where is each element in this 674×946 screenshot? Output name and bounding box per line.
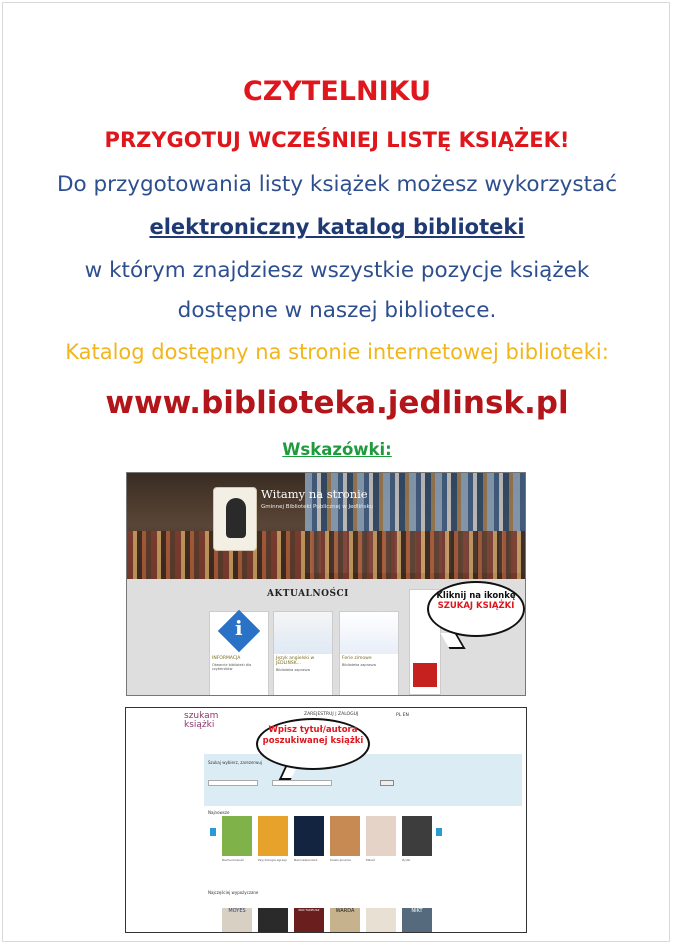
search-panel [204, 754, 522, 806]
book-title: Miłość [366, 858, 376, 862]
book-title: Kolekcjonerka [330, 858, 351, 862]
callout-line: Kliknij na ikonkę [436, 591, 516, 601]
library-homepage-screenshot [126, 472, 526, 696]
news-card-image [274, 612, 332, 654]
logo-line: książki [184, 720, 215, 730]
text-line-3: dostępne w naszej bibliotece. [177, 298, 497, 323]
library-url[interactable]: www.biblioteka.jedlinsk.pl [105, 385, 569, 421]
banner-title: Witamy na stronie [261, 487, 368, 501]
catalog-search-screenshot [125, 707, 527, 933]
catalog-availability-text: Katalog dostępny na stronie internetowej biblioteki: [65, 340, 609, 364]
news-card-image [340, 612, 398, 654]
news-card[interactable] [273, 611, 333, 696]
logo-line: szukam [184, 711, 219, 721]
news-card-title: Język angielski w JEDLIŃSK... [276, 656, 315, 666]
book-cover[interactable] [402, 816, 432, 856]
text-line-2: w którym znajdziesz wszystkie pozycje książek [84, 258, 590, 283]
bookshelf-image-lower [127, 531, 525, 579]
callout-highlight: SZUKAJ KSIĄŻKI [437, 601, 515, 611]
section-newest: Najnowsze [208, 810, 230, 815]
book-title: Żydzi [402, 858, 411, 862]
book-cover[interactable]: MOYES [222, 908, 252, 932]
search-input[interactable] [208, 780, 258, 786]
news-card[interactable] [339, 611, 399, 696]
book-cover[interactable] [258, 908, 288, 932]
book-cover[interactable] [366, 816, 396, 856]
book-cover[interactable] [222, 816, 252, 856]
search-label: Szukaj wybierz, zarezerwuj [208, 760, 262, 765]
library-logo [213, 487, 257, 551]
news-card-title: Ferie zimowe [342, 656, 372, 661]
search-books-icon[interactable] [413, 663, 437, 687]
book-cover[interactable] [294, 816, 324, 856]
book-cover[interactable]: NIKT [402, 908, 432, 932]
callout-text [427, 591, 525, 611]
text-line-1: Do przygotowania listy książek możesz wykorzystać [56, 172, 618, 197]
carousel-next-icon[interactable] [436, 828, 442, 836]
news-heading: AKTUALNOŚCI [267, 589, 349, 599]
catalog-link[interactable]: elektroniczny katalog biblioteki [149, 215, 525, 239]
news-card-text: Otwarcie biblioteki dla czytelników [212, 663, 252, 671]
book-title: Rachunkowość [222, 858, 245, 862]
author-input[interactable] [272, 780, 332, 786]
search-button[interactable] [380, 780, 394, 786]
section-most-borrowed: Najczęściej wypożyczane [208, 890, 259, 895]
heading-prepare-list: PRZYGOTUJ WCZEŚNIEJ LISTĘ KSIĄŻEK! [104, 128, 570, 152]
news-card-title: INFORMACJA [212, 656, 241, 661]
info-icon [210, 612, 268, 654]
carousel-prev-icon[interactable] [210, 828, 216, 836]
banner-subtitle: Gminnej Biblioteki Publicznej w Jedlińsku [261, 504, 373, 510]
book-cover[interactable] [258, 816, 288, 856]
book-cover[interactable]: PAN TADEUSZ [294, 908, 324, 932]
top-nav[interactable]: ZAREJESTRUJ | ZALOGUJ [304, 712, 359, 717]
callout-text: Wpisz tytuł/autora poszukiwanej książki [262, 725, 364, 746]
news-card-text: Biblioteka zaprasza [276, 668, 311, 672]
book-cover[interactable] [330, 816, 360, 856]
news-card[interactable] [209, 611, 269, 696]
book-cover[interactable]: WARDA [330, 908, 360, 932]
news-card-text: Biblioteka zaprasza [342, 663, 377, 667]
language-switch[interactable]: PL EN [396, 713, 409, 718]
book-cover[interactable] [366, 908, 396, 932]
hints-heading: Wskazówki: [282, 440, 392, 459]
book-title: Psychologia agresji [258, 858, 287, 862]
book-title: Nekrokalendarz [294, 858, 318, 862]
catalog-logo [184, 712, 218, 730]
heading-reader: CZYTELNIKU [242, 76, 432, 107]
